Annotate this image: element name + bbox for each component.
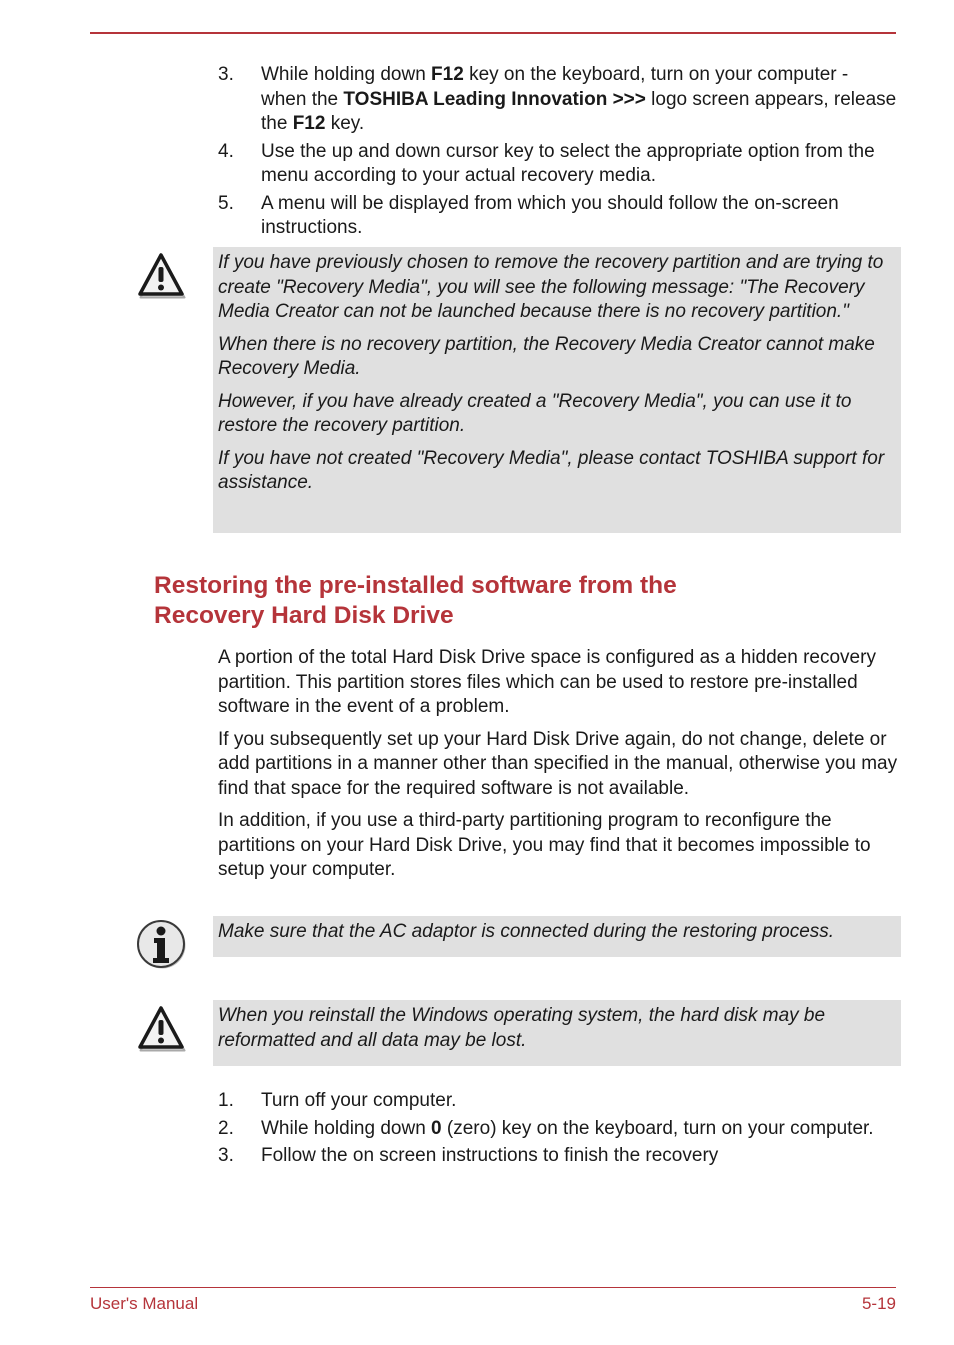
body-paragraph: A portion of the total Hard Disk Drive space is configured as a hidden recovery partition. This partition stores files which can be used to restore pre-installed software in the event of a problem. [218, 647, 876, 717]
list-item-number: 3. [218, 1145, 234, 1166]
list-item [218, 1089, 898, 1114]
list-item [218, 63, 898, 137]
caution-icon [135, 1003, 187, 1055]
list-item-number: 5. [218, 192, 234, 214]
caution-note-reformat: When you reinstall the Windows operating system, the hard disk may be reformatted and all data may be lost. [213, 1000, 901, 1066]
caution-paragraph: When there is no recovery partition, the Recovery Media Creator cannot make Recovery Media. [218, 333, 875, 379]
steps-list-bottom [218, 1089, 898, 1172]
list-item [218, 1117, 898, 1142]
header-rule [90, 32, 896, 34]
list-item-number: 1. [218, 1090, 234, 1111]
caution-paragraph: If you have previously chosen to remove the recovery partition and are trying to create "Recovery Media", you will see the following message: "The Recovery Media Creator can not be launched because there is no recovery partition." [218, 252, 884, 322]
caution-icon [135, 250, 187, 302]
info-note-ac-adaptor: Make sure that the AC adaptor is connected during the restoring process. [213, 916, 901, 957]
steps-list-top [218, 63, 898, 244]
list-item-text: Turn off your computer. [261, 1090, 457, 1111]
list-item-number: 3. [218, 64, 234, 85]
caution-note-recovery-partition [213, 247, 901, 533]
list-item-number: 4. [218, 140, 234, 162]
section-heading: Restoring the pre-installed software from the Recovery Hard Disk Drive [154, 572, 677, 629]
footer-page-number: 5-19 [861, 1294, 896, 1313]
caution-paragraph: If you have not created "Recovery Media", please contact TOSHIBA support for assistance. [218, 447, 885, 493]
list-item-text: Follow the on screen instructions to finish the recovery [261, 1145, 719, 1166]
list-item-text: Use the up and down cursor key to select the appropriate option from the menu according to your actual recovery media. [261, 140, 875, 186]
body-paragraph: If you subsequently set up your Hard Disk Drive again, do not change, delete or add partitions in a manner other than specified in the manual, otherwise you may find that space for the required software is not available. [218, 728, 898, 799]
list-item-text: While holding down F12 key on the keyboard, turn on your computer - when the TOSHIBA Leading Innovation >>> logo screen appears, release the F12 key. [261, 64, 897, 134]
footer-rule [90, 1287, 896, 1288]
caution-paragraph: However, if you have already created a "Recovery Media", you can use it to restore the recovery partition. [218, 390, 852, 436]
list-item-text: While holding down 0 (zero) key on the keyboard, turn on your computer. [261, 1117, 874, 1139]
list-item [218, 140, 898, 189]
info-icon [135, 918, 187, 970]
list-item-text: A menu will be displayed from which you should follow the on-screen instructions. [261, 192, 839, 238]
list-item [218, 1144, 898, 1169]
body-paragraph: In addition, if you use a third-party partitioning program to reconfigure the partitions on your Hard Disk Drive, you may find that it becomes impossible to setup your computer. [218, 810, 871, 880]
list-item-number: 2. [218, 1117, 234, 1139]
list-item [218, 192, 898, 241]
section-body [218, 646, 908, 891]
footer-manual-title: User's Manual [90, 1294, 199, 1313]
